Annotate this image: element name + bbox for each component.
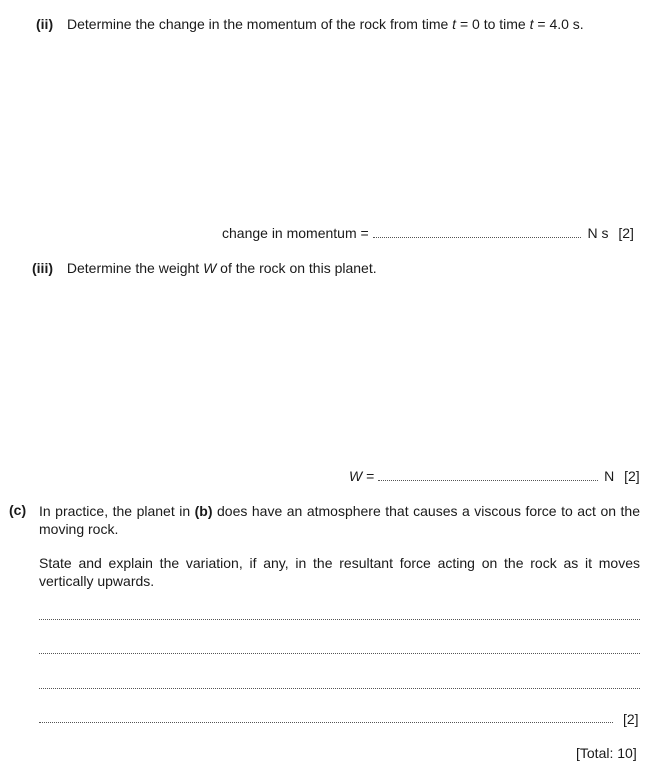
- answer-blank[interactable]: [373, 225, 581, 238]
- answer-writing-line-3[interactable]: [39, 688, 640, 689]
- total-marks: [Total: 10]: [576, 745, 637, 761]
- question-number: (iii): [32, 260, 53, 276]
- answer-label: change in momentum =: [222, 225, 373, 241]
- marks: [2]: [618, 225, 634, 241]
- answer-unit: N: [604, 468, 615, 484]
- answer-unit: N s: [587, 225, 609, 241]
- marks: [2]: [624, 468, 640, 484]
- answer-writing-line-1[interactable]: [39, 619, 640, 620]
- answer-writing-line-2[interactable]: [39, 653, 640, 654]
- question-ii: [36, 16, 584, 32]
- answer-blank[interactable]: [378, 468, 598, 481]
- answer-var: W: [349, 468, 363, 484]
- question-c-number: (c): [9, 502, 27, 518]
- question-text: Determine the change in the momentum of the rock from time t = 0 to time t = 4.0 s.: [67, 16, 584, 32]
- answer-writing-line-4[interactable]: [39, 722, 613, 723]
- marks: [2]: [623, 711, 639, 727]
- answer-line-momentum: [222, 225, 634, 241]
- question-iii: [32, 260, 377, 276]
- question-c-paragraph-2: State and explain the variation, if any, in the resultant force acting on the rock as it moves vertically upwards.: [39, 555, 640, 589]
- question-number: (ii): [36, 16, 54, 32]
- question-text: Determine the weight W of the rock on this planet.: [66, 260, 377, 276]
- question-c-paragraph-1: In practice, the planet in (b) does have an atmosphere that causes a viscous force to act on the moving rock.: [39, 503, 640, 537]
- answer-line-weight: W = N [2]: [349, 468, 640, 484]
